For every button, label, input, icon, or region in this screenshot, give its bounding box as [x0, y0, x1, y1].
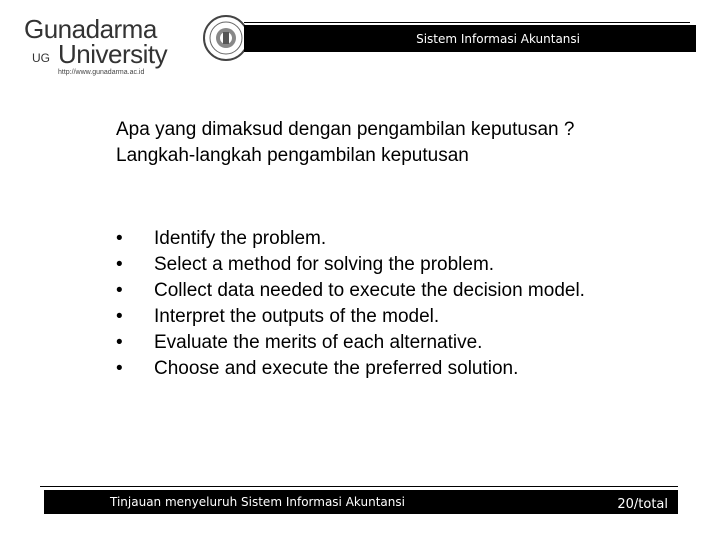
gunadarma-logo: [24, 12, 242, 76]
step-text: Evaluate the merits of each alternative.: [154, 332, 483, 353]
bullet-icon: •: [116, 358, 123, 379]
university-seal-icon: [202, 14, 250, 62]
footer-title: Tinjauan menyeluruh Sistem Informasi Akuntansi: [110, 495, 405, 509]
footer-bar: [44, 490, 678, 514]
bullet-icon: •: [116, 254, 123, 275]
question-text: Apa yang dimaksud dengan pengambilan keputusan ?: [116, 119, 575, 140]
footer-divider: [40, 486, 678, 487]
bullet-icon: •: [116, 280, 123, 301]
step-text: Select a method for solving the problem.: [154, 254, 495, 275]
header-title: Sistem Informasi Akuntansi: [416, 32, 580, 46]
header-divider: [244, 22, 690, 23]
logo-text-gunadarma: Gunadarma: [24, 14, 157, 44]
list-item: [116, 252, 676, 278]
list-item: [116, 330, 676, 356]
bullet-icon: •: [116, 228, 123, 249]
step-text: Identify the problem.: [154, 228, 327, 249]
list-item: [116, 304, 676, 330]
list-item: [116, 226, 676, 252]
header-bar: [244, 25, 696, 52]
step-text: Collect data needed to execute the decision model.: [154, 280, 585, 301]
bullet-icon: •: [116, 332, 123, 353]
intro-text: [116, 117, 676, 169]
logo-text-ug: UG: [32, 51, 50, 65]
list-item: [116, 278, 676, 304]
steps-list: [116, 226, 676, 382]
step-text: Interpret the outputs of the model.: [154, 306, 440, 327]
step-text: Choose and execute the preferred solution.: [154, 358, 519, 379]
list-item: [116, 356, 676, 382]
page-number: 20/total: [617, 497, 668, 512]
logo-url: http://www.gunadarma.ac.id: [58, 69, 145, 76]
logo-text-university: University: [58, 39, 168, 69]
steps-title: Langkah-langkah pengambilan keputusan: [116, 145, 469, 166]
bullet-icon: •: [116, 306, 123, 327]
